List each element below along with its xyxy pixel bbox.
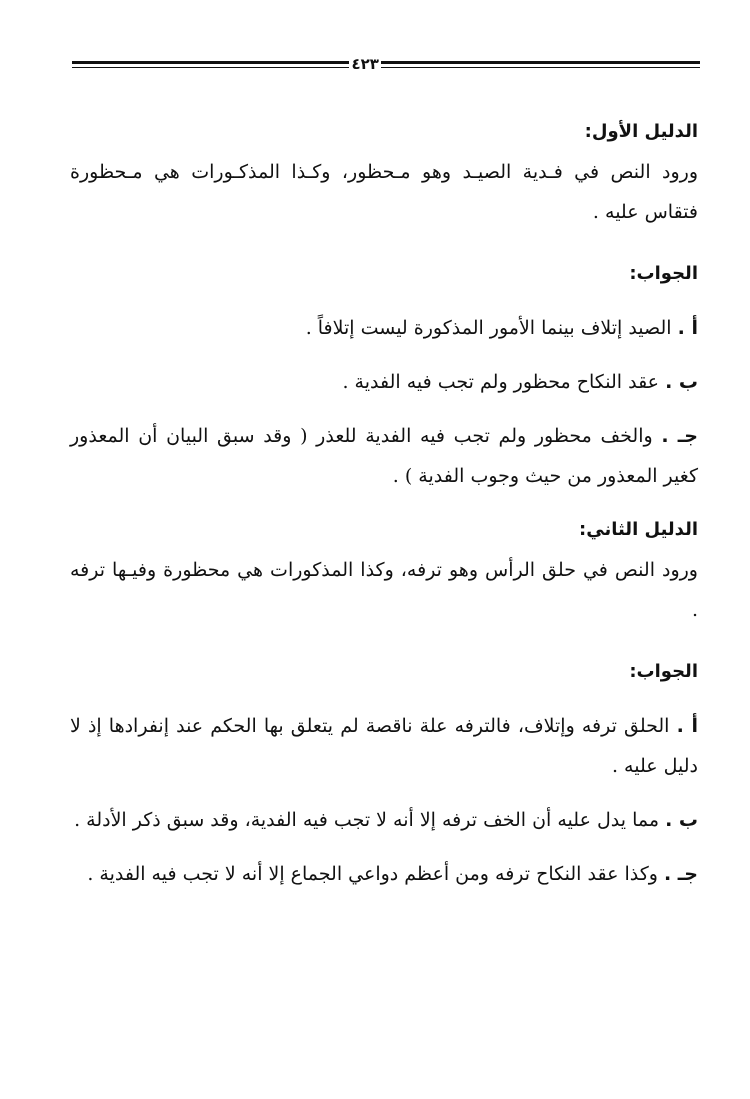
page-number: ٤٢٣ (351, 55, 379, 73)
answer-1-item-a (70, 308, 698, 348)
item-letter: أ . (676, 715, 698, 737)
second-evidence-text: ورود النص في حلق الرأس وهو ترفه، وكذا المذكورات هي محظورة وفيـها ترفه . (70, 559, 698, 621)
answer-2-item-a (70, 706, 698, 786)
item-letter: ب . (665, 809, 698, 831)
item-text: مما يدل عليه أن الخف ترفه إلا أنه لا تجب فيه الفدية، وقد سبق ذكر الأدلة . (74, 809, 666, 831)
answer-1-item-b (70, 362, 698, 402)
item-text: الصيد إتلاف بينما الأمور المذكورة ليست إتلافاً . (305, 317, 678, 339)
header-rule-left (72, 61, 349, 68)
first-evidence-text: ورود النص في فـدية الصيـد وهو مـحظور، وكـذا المذكـورات هي مـحظورة فتقاس عليه . (70, 161, 698, 223)
page-content (70, 112, 698, 894)
answer-heading-2: الجواب: (629, 661, 698, 682)
item-text: والخف محظور ولم تجب فيه الفدية للعذر ( وقد سبق البيان أن المعذور كغير المعذور من حيث وجوب الفدية ) . (70, 425, 698, 487)
item-letter: أ . (677, 317, 698, 339)
answer-heading-1: الجواب: (629, 263, 698, 284)
answer-2-item-b (70, 800, 698, 840)
item-text: عقد النكاح محظور ولم تجب فيه الفدية . (342, 371, 666, 393)
item-letter: ب . (665, 371, 698, 393)
item-letter: جـ . (663, 863, 698, 885)
page-header (72, 56, 700, 72)
answer-1-item-c (70, 416, 698, 496)
item-text: الحلق ترفه وإتلاف، فالترفه علة ناقصة لم يتعلق بها الحكم عند إنفرادها إذ لا دليل عليه . (70, 715, 698, 777)
section-heading-second-evidence: الدليل الثاني: (579, 519, 698, 540)
section-heading-first-evidence: الدليل الأول: (584, 121, 698, 142)
item-letter: جـ . (661, 425, 698, 447)
item-text: وكذا عقد النكاح ترفه ومن أعظم دواعي الجماع إلا أنه لا تجب فيه الفدية . (87, 863, 664, 885)
answer-2-item-c (70, 854, 698, 894)
header-rule-right (381, 61, 700, 68)
